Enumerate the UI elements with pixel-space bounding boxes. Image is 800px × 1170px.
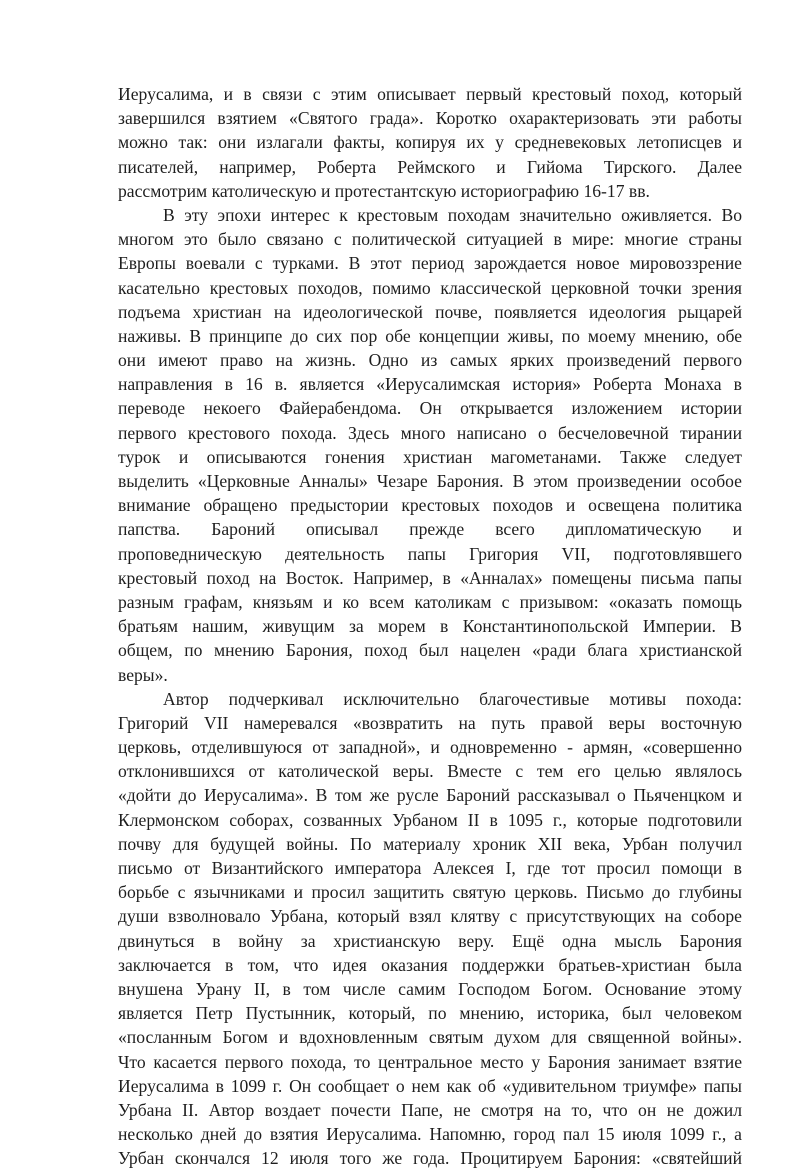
text-line: наживы. В принципе до сих пор обе концепции живы, по моему мнению, обе [118,325,742,346]
text-line: двинуться в войну за христианскую веру. Ещё одна мысль Барония [118,930,742,951]
text-line: разным графам, князьям и ко всем католикам с призывом: «оказать помощь [118,591,742,612]
text-line: Урбан скончался 12 июля того же года. Процитируем Барония: «святейший [118,1148,742,1169]
text-line: турок и описываются гонения христиан магометанами. Также следует [118,446,742,467]
text-line: «дойти до Иерусалима». В том же русле Бароний рассказывал о Пьяченцком и [118,785,742,806]
text-line: Иерусалима в 1099 г. Он сообщает о нем как об «удивительном триумфе» папы [118,1075,742,1096]
text-line: Что касается первого похода, то центральное место у Барония занимает взятие [118,1051,742,1072]
text-line: первого крестового похода. Здесь много написано о бесчеловечной тирании [118,422,742,443]
text-line: является Петр Пустынник, который, по мнению, историка, был человеком [118,1003,742,1024]
text-line: переводе некоего Файерабендома. Он открывается изложением истории [118,398,742,419]
text-line: Урбана II. Автор воздает почести Папе, не смотря на то, что он не дожил [118,1099,742,1120]
document-page [118,82,742,1170]
text-line: несколько дней до взятия Иерусалима. Напомню, город пал 15 июля 1099 г., а [118,1124,742,1145]
text-line: крестовый поход на Восток. Например, в «Анналах» помещены письма папы [118,567,742,588]
text-line: можно так: они излагали факты, копируя их у средневековых летописцев и [118,132,742,153]
text-line: рассмотрим католическую и протестантскую историографию 16-17 вв. [118,180,650,201]
text-line: души взволновало Урбана, который взял клятву с присутствующих на соборе [118,906,742,927]
text-line: веры». [118,664,168,685]
text-line: общем, по мнению Барония, поход был нацелен «ради блага христианской [118,640,742,661]
text-line: заключается в том, что идея оказания поддержки братьев-христиан была [118,954,742,975]
text-line: папства. Бароний описывал прежде всего дипломатическую и [118,519,742,540]
text-line: подъема христиан на идеологической почве, появляется идеология рыцарей [118,301,742,322]
text-line: церковь, отделившуюся от западной», и одновременно - армян, «совершенно [118,737,742,758]
text-line: выделить «Церковные Анналы» Чезаре Барония. В этом произведении особое [118,471,742,491]
text-line: они имеют право на жизнь. Одно из самых ярких произведений первого [118,350,742,371]
text-line: завершился взятием «Святого града». Коротко охарактеризовать эти работы [118,108,742,129]
text-line: борьбе с язычниками и просил защитить святую церковь. Письмо до глубины [118,882,742,903]
text-line: многом это было связано с политической ситуацией в мире: многие страны [118,229,742,250]
text-line: писателей, например, Роберта Реймского и Гийома Тирского. Далее [118,156,742,177]
text-line: Клермонском соборах, созванных Урбаном II в 1095 г., которые подготовили [118,809,742,830]
text-line: Европы воевали с турками. В этот период зарождается новое мировоззрение [118,253,742,274]
text-line: братьям нашим, живущим за морем в Константинопольской Империи. В [118,616,742,637]
text-line: внимание обращено предыстории крестовых походов и освещена политика [118,495,742,516]
text-line: внушена Урану II, в том числе самим Господом Богом. Основание этому [118,978,742,999]
text-line: почву для будущей войны. По материалу хроник XII века, Урбан получил [118,833,742,854]
text-line: Автор подчеркивал исключительно благочестивые мотивы похода: [163,688,742,709]
text-line: письмо от Византийского императора Алексея I, где тот просил помощи в [118,858,742,878]
text-line: проповедническую деятельность папы Григория VII, подготовлявшего [118,543,742,564]
text-line: направления в 16 в. является «Иерусалимская история» Роберта Монаха в [118,374,742,395]
text-line: касательно крестовых походов, помимо классической церковной точки зрения [118,277,742,298]
text-line: В эту эпохи интерес к крестовым походам значительно оживляется. Во [163,204,742,225]
text-line: Иерусалима, и в связи с этим описывает первый крестовый поход, который [118,84,742,104]
text-line: «посланным Богом и вдохновленным святым духом для священной войны». [118,1027,742,1048]
text-line: Григорий VII намеревался «возвратить на путь правой веры восточную [118,712,742,733]
text-line: отклонившихся от католической веры. Вместе с тем его целью являлось [118,761,742,782]
